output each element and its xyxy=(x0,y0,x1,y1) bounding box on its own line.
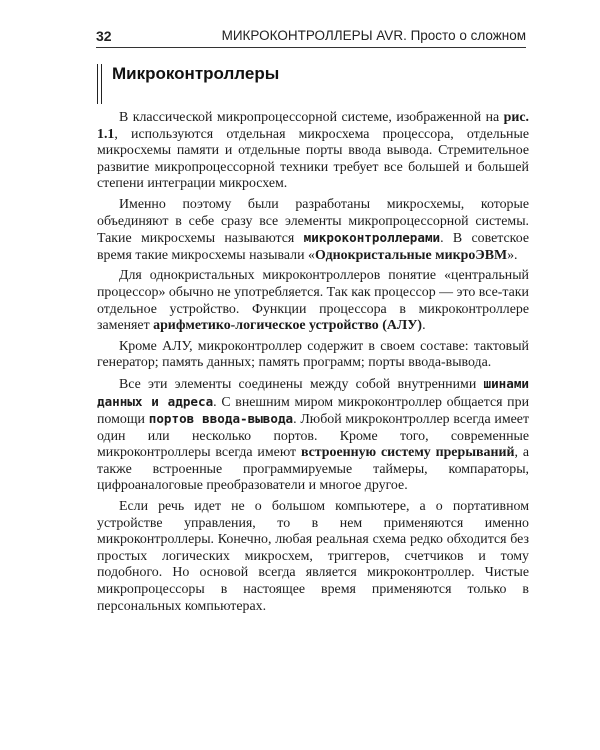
paragraph xyxy=(97,499,529,615)
text-run: ». xyxy=(507,247,518,263)
paragraph xyxy=(97,339,529,372)
section-marker-bar xyxy=(97,64,102,104)
key-term: встроенную систему прерываний xyxy=(300,445,515,461)
text-run: . xyxy=(422,318,426,334)
section-title: Микроконтроллеры xyxy=(112,64,280,83)
paragraph xyxy=(97,197,529,264)
key-term: арифметико-логическое устройство (АЛУ) xyxy=(153,318,423,334)
text-run: Для однокристальных микроконтроллеров понятие «центральный процессор» обычно не употребляется. Так как процессор — это все-таки отдельное устройство. Функции процессора в микроконтроллере заменяет xyxy=(97,268,529,334)
figure-reference: рис. 1.1 xyxy=(97,110,529,142)
page-header xyxy=(96,28,526,50)
key-term: микроконтроллерами xyxy=(303,230,441,246)
text-run: В классической микропроцессорной системе, изображенной на xyxy=(119,110,504,125)
text-run: , используются отдельная микросхема процессора, отдельные микросхемы памяти и отдельные порты ввода вывода. Стремительное развитие микропроцессорной техники требует все большей и большей степени интеграции микросхем. xyxy=(97,126,529,192)
text-run: Все эти элементы соединены между собой внутренними xyxy=(119,376,484,392)
paragraph xyxy=(97,376,529,495)
text-run: . С внешним миром микроконтроллер общается при помощи xyxy=(97,394,529,428)
page-number: 32 xyxy=(96,28,112,44)
paragraph xyxy=(97,110,529,193)
key-term: портов ввода-вывода xyxy=(148,411,294,427)
key-term: шинами данных и адреса xyxy=(97,375,529,409)
paragraph xyxy=(97,268,529,334)
text-run: . В советское время такие микросхемы называли « xyxy=(97,231,529,263)
header-rule xyxy=(96,47,526,48)
body-text xyxy=(97,110,529,615)
running-title: МИКРОКОНТРОЛЛЕРЫ AVR. Просто о сложном xyxy=(221,28,526,43)
text-run: , а также встроенные программируемые таймеры, компараторы, цифроаналоговые преобразователи и многое другое. xyxy=(97,445,529,494)
text-run: Именно поэтому были разработаны микросхемы, которые объединяют в себе сразу все элементы микропроцессорной системы. Такие микросхемы называются xyxy=(97,196,529,247)
text-run: Если речь идет не о большом компьютере, а о портативном устройстве управления, то в нем применяются именно микроконтроллеры. Конечно, любая реальная схема редко обходится без простых логических микросхем, триггеров, счетчиков и тому подобного. Но основой всегда является микроконтроллер. Чистые микропроцессоры в настоящее время применяются только в персональных компьютерах. xyxy=(97,499,529,614)
text-run: Кроме АЛУ, микроконтроллер содержит в своем составе: тактовый генератор; память данных; память программ; порты ввода-вывода. xyxy=(97,338,529,371)
key-term: Однокристальные микроЭВМ xyxy=(314,247,508,263)
text-run: . Любой микроконтроллер всегда имеет один или несколько портов. Кроме того, современные микроконтроллеры всегда имеют xyxy=(97,412,530,461)
